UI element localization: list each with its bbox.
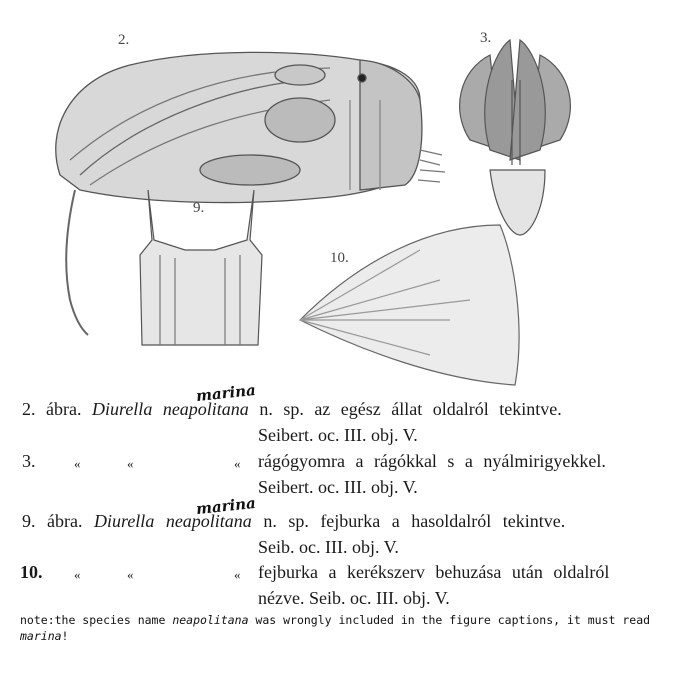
caption-10-text: fejburka a kerékszerv behuzása után oldalról [258, 562, 610, 582]
caption-9 [22, 511, 565, 532]
ditto-mark: « [74, 567, 81, 582]
caption-text: n. sp. fejburka a hasoldalról tekintve. [263, 511, 566, 531]
figure-3-label: 3. [480, 30, 492, 46]
species-name: neapolitana [162, 399, 249, 419]
genus-name: Diurella [91, 399, 153, 419]
caption-3-number: 3. [22, 451, 36, 471]
ditto-mark: « [234, 456, 241, 471]
ditto-mark: « [127, 456, 134, 471]
caption-abra: ábra. [46, 399, 82, 419]
handwritten-correction: marina [195, 380, 257, 406]
ditto-mark: « [234, 567, 241, 582]
editor-note [20, 612, 660, 644]
caption-10-line2: nézve. Seib. oc. III. obj. V. [258, 588, 450, 608]
caption-9-line2: Seib. oc. III. obj. V. [258, 537, 399, 557]
figure-10-label: 10. [330, 250, 349, 266]
caption-3-line2: Seibert. oc. III. obj. V. [258, 477, 418, 497]
caption-abra: ábra. [47, 511, 83, 531]
caption-2-line2: Seibert. oc. III. obj. V. [258, 425, 418, 445]
note-text: was wrongly included in the figure captions, it must read [248, 613, 651, 627]
caption-2 [22, 399, 562, 420]
handwritten-correction: marina [195, 493, 257, 519]
genus-name: Diurella [93, 511, 155, 531]
caption-3-text: rágógyomra a rágókkal s a nyálmirigyekkel. [258, 451, 606, 471]
ditto-mark: « [127, 567, 134, 582]
note-text: ! [61, 629, 69, 643]
caption-10-number: 10. [20, 562, 43, 582]
note-species-correct: marina [20, 629, 62, 643]
figure-10-drawing [300, 225, 519, 385]
caption-number: 2. [22, 399, 36, 419]
caption-text: n. sp. az egész állat oldalról tekintve. [259, 399, 562, 419]
ditto-mark: « [74, 456, 81, 471]
species-name: neapolitana [165, 511, 252, 531]
figure-9-label: 9. [193, 200, 205, 216]
figure-2-label: 2. [118, 32, 130, 48]
caption-number: 9. [22, 511, 36, 531]
note-species-wrong: neapolitana [172, 613, 249, 627]
note-text: note:the species name [20, 613, 173, 627]
figure-3-drawing [460, 40, 571, 235]
